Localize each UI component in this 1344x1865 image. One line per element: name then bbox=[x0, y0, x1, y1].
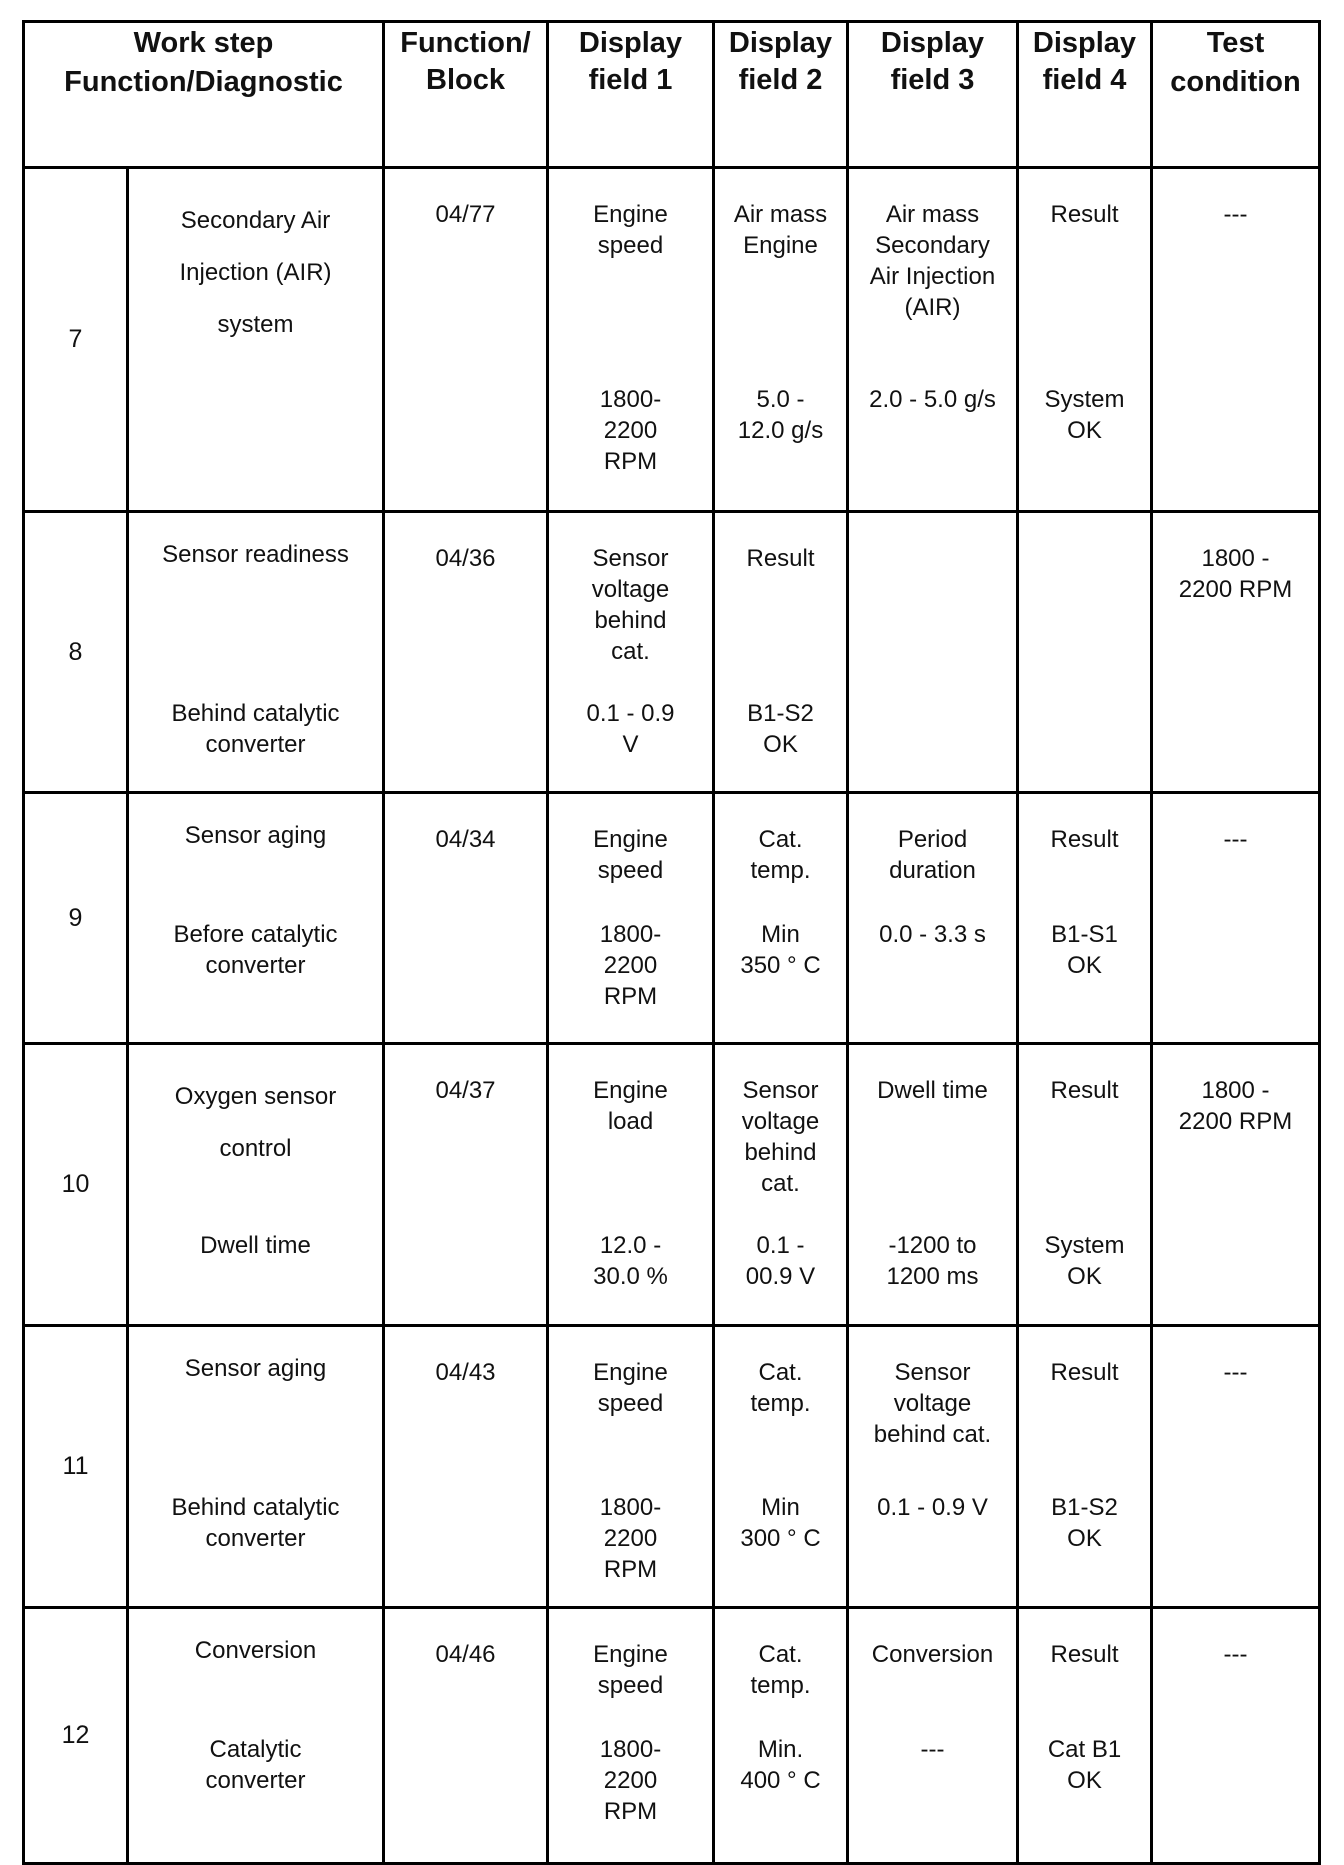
cell-line: RPM bbox=[603, 1798, 658, 1825]
field-label bbox=[849, 794, 1016, 886]
cell-line: 0.1 - bbox=[756, 1232, 805, 1259]
cell-line: --- bbox=[1223, 201, 1248, 228]
cell-line: 1800- bbox=[599, 386, 662, 413]
function-block-cell: 04/77 bbox=[384, 168, 548, 512]
display-field-1-cell bbox=[548, 1326, 714, 1608]
field-value bbox=[1019, 1230, 1150, 1292]
display-field-3-cell bbox=[848, 1608, 1018, 1864]
cell-line: B1-S1 bbox=[1051, 921, 1118, 948]
cell-line: Secondary bbox=[875, 232, 990, 259]
cell-line: 2.0 - 5.0 g/s bbox=[869, 386, 996, 413]
field-value bbox=[1019, 919, 1150, 981]
cell-line: Period bbox=[897, 826, 968, 853]
display-field-1-cell bbox=[548, 793, 714, 1044]
cell-line: converter bbox=[205, 1525, 306, 1552]
function-diagnostic-cell bbox=[128, 168, 384, 512]
cell-line: Engine bbox=[593, 1359, 668, 1386]
cell-line: behind bbox=[594, 607, 667, 634]
cell-line: System bbox=[1044, 1232, 1125, 1259]
field-label bbox=[715, 1327, 846, 1419]
cell-line: 12.0 - bbox=[599, 1232, 662, 1259]
display-field-2-cell bbox=[714, 512, 848, 793]
work-step-number: 7 bbox=[24, 168, 128, 512]
cell-line: OK bbox=[1067, 1263, 1102, 1290]
table-row bbox=[24, 1044, 1320, 1326]
cell-line: 1800- bbox=[599, 1494, 662, 1521]
header-text: condition bbox=[1170, 66, 1301, 98]
cell-line: Sensor bbox=[742, 1077, 819, 1104]
cell-line: 0.1 - 0.9 bbox=[586, 700, 675, 727]
display-field-3-cell bbox=[848, 1044, 1018, 1326]
cell-line: 1800 - bbox=[1201, 545, 1270, 572]
function-diagnostic-cell bbox=[128, 1326, 384, 1608]
header-text: field 2 bbox=[738, 64, 823, 96]
field-value bbox=[549, 1492, 712, 1585]
header-test-condition bbox=[1152, 22, 1320, 168]
cell-line: 12.0 g/s bbox=[737, 417, 824, 444]
cell-line: 350 ° C bbox=[740, 952, 821, 979]
cell-line: cat. bbox=[611, 638, 650, 665]
function-bottom bbox=[129, 1492, 382, 1554]
cell-line: Min. bbox=[757, 1736, 804, 1763]
cell-line: B1-S2 bbox=[747, 700, 814, 727]
field-value bbox=[1019, 1734, 1150, 1796]
field-label bbox=[849, 1045, 1016, 1106]
cell-line: 0.0 - 3.3 s bbox=[879, 921, 986, 948]
cell-line: Oxygen sensor bbox=[174, 1083, 337, 1110]
field-value bbox=[849, 919, 1016, 950]
diagnostic-table bbox=[22, 20, 1321, 1865]
table-row bbox=[24, 1608, 1320, 1864]
cell-line: Sensor bbox=[894, 1359, 971, 1386]
cell-line: 2200 bbox=[603, 1767, 658, 1794]
cell-line: Sensor bbox=[592, 545, 669, 572]
cell-line: Sensor aging bbox=[184, 822, 327, 849]
function-bottom bbox=[129, 1230, 382, 1261]
field-value bbox=[849, 1734, 1016, 1765]
field-label bbox=[549, 1609, 712, 1701]
header-display-field-4 bbox=[1018, 22, 1152, 168]
field-label bbox=[1019, 1609, 1150, 1670]
field-value bbox=[849, 384, 1016, 415]
test-condition-cell bbox=[1152, 1608, 1320, 1864]
cell-line: Min bbox=[761, 921, 800, 948]
field-value bbox=[715, 1492, 846, 1554]
display-field-3-cell bbox=[848, 168, 1018, 512]
header-text: field 1 bbox=[588, 64, 673, 96]
display-field-4-cell bbox=[1018, 1608, 1152, 1864]
cell-line: 1800 - bbox=[1201, 1077, 1270, 1104]
field-value bbox=[549, 1230, 712, 1292]
function-top bbox=[129, 1045, 382, 1175]
table-row bbox=[24, 512, 1320, 793]
cell-line: Result bbox=[746, 545, 815, 572]
cell-line: temp. bbox=[750, 1672, 811, 1699]
table-row bbox=[24, 1326, 1320, 1608]
header-text: Display bbox=[880, 27, 985, 59]
field-value bbox=[1019, 384, 1150, 446]
cell-line: Sensor aging bbox=[184, 1355, 327, 1382]
cell-line: Dwell time bbox=[877, 1077, 988, 1104]
cell-line: 5.0 - bbox=[756, 386, 805, 413]
cell-line: Air mass bbox=[733, 201, 828, 228]
cell-line: Engine bbox=[593, 826, 668, 853]
field-value bbox=[549, 1734, 712, 1827]
header-display-field-2 bbox=[714, 22, 848, 168]
cell-line: 0.1 - 0.9 V bbox=[877, 1494, 988, 1521]
function-bottom bbox=[129, 698, 382, 760]
header-text: field 4 bbox=[1042, 64, 1127, 96]
cell-line: load bbox=[607, 1108, 654, 1135]
function-top bbox=[129, 794, 382, 851]
cell-line: voltage bbox=[591, 576, 670, 603]
field-value bbox=[715, 1230, 846, 1292]
header-function-block bbox=[384, 22, 548, 168]
cell-line: --- bbox=[920, 1736, 945, 1763]
cell-line: Cat B1 bbox=[1047, 1736, 1122, 1763]
cell-line: RPM bbox=[603, 1556, 658, 1583]
display-field-3-cell bbox=[848, 1326, 1018, 1608]
field-label bbox=[549, 513, 712, 667]
test-condition-cell bbox=[1152, 1044, 1320, 1326]
display-field-1-cell bbox=[548, 1608, 714, 1864]
cell-line: converter bbox=[205, 1767, 306, 1794]
cell-line: Secondary Air bbox=[180, 207, 331, 234]
field-label bbox=[715, 513, 846, 574]
cell-line: 1800- bbox=[599, 921, 662, 948]
field-value bbox=[849, 1230, 1016, 1292]
header-text: Function/ bbox=[400, 27, 531, 59]
cell-line: Air Injection bbox=[869, 263, 996, 290]
test-condition-cell bbox=[1152, 1326, 1320, 1608]
header-display-field-1 bbox=[548, 22, 714, 168]
display-field-4-cell bbox=[1018, 793, 1152, 1044]
cell-line: converter bbox=[205, 952, 306, 979]
field-label bbox=[849, 1609, 1016, 1670]
cell-line: --- bbox=[1223, 1641, 1248, 1668]
cell-line: temp. bbox=[750, 857, 811, 884]
function-diagnostic-cell bbox=[128, 793, 384, 1044]
cell-line: voltage bbox=[741, 1108, 820, 1135]
cell-line: --- bbox=[1223, 826, 1248, 853]
cell-line: Air mass bbox=[885, 201, 980, 228]
field-value bbox=[849, 1492, 1016, 1523]
cell-line: Result bbox=[1050, 1359, 1119, 1386]
field-value bbox=[715, 384, 846, 446]
field-label bbox=[549, 169, 712, 261]
work-step-number: 12 bbox=[24, 1608, 128, 1864]
cell-line: voltage bbox=[893, 1390, 972, 1417]
cell-line: speed bbox=[597, 857, 664, 884]
field-label bbox=[1019, 169, 1150, 230]
cell-line: cat. bbox=[761, 1170, 800, 1197]
test-condition-cell bbox=[1152, 512, 1320, 793]
display-field-2-cell bbox=[714, 1326, 848, 1608]
cell-line: 400 ° C bbox=[740, 1767, 821, 1794]
function-top bbox=[129, 169, 382, 351]
field-value bbox=[715, 1734, 846, 1796]
cell-line: Sensor readiness bbox=[162, 541, 349, 568]
field-label bbox=[549, 1045, 712, 1137]
field-value bbox=[549, 919, 712, 1012]
cell-line: Behind catalytic bbox=[171, 700, 340, 727]
display-field-4-cell bbox=[1018, 512, 1152, 793]
field-label bbox=[1019, 1045, 1150, 1106]
test-condition-cell bbox=[1152, 168, 1320, 512]
cell-line: OK bbox=[763, 731, 798, 758]
cell-line: Engine bbox=[593, 1641, 668, 1668]
work-step-number: 10 bbox=[24, 1044, 128, 1326]
header-function-diagnostic-label: Function/Diagnostic bbox=[64, 66, 343, 98]
cell-line: Result bbox=[1050, 1641, 1119, 1668]
field-label bbox=[1019, 794, 1150, 855]
cell-line: OK bbox=[1067, 417, 1102, 444]
function-block-cell: 04/43 bbox=[384, 1326, 548, 1608]
cell-line: Cat. bbox=[758, 826, 803, 853]
cell-line: OK bbox=[1067, 952, 1102, 979]
cell-line: 2200 RPM bbox=[1178, 1108, 1293, 1135]
display-field-2-cell bbox=[714, 1044, 848, 1326]
cell-line: temp. bbox=[750, 1390, 811, 1417]
table-row bbox=[24, 793, 1320, 1044]
display-field-3-cell bbox=[848, 512, 1018, 793]
cell-line: (AIR) bbox=[904, 294, 961, 321]
cell-line: Cat. bbox=[758, 1641, 803, 1668]
field-label bbox=[1019, 1327, 1150, 1388]
cell-line: RPM bbox=[603, 983, 658, 1010]
field-label bbox=[715, 1045, 846, 1199]
function-block-cell: 04/36 bbox=[384, 512, 548, 793]
field-label bbox=[1019, 513, 1150, 543]
cell-line: Behind catalytic bbox=[171, 1494, 340, 1521]
field-label bbox=[715, 1609, 846, 1701]
cell-line: Before catalytic bbox=[173, 921, 338, 948]
cell-line: speed bbox=[597, 232, 664, 259]
header-work-step bbox=[24, 22, 384, 168]
display-field-1-cell bbox=[548, 168, 714, 512]
field-value bbox=[549, 698, 712, 760]
cell-line: Conversion bbox=[194, 1637, 317, 1664]
cell-line: Engine bbox=[593, 201, 668, 228]
cell-line: behind bbox=[744, 1139, 817, 1166]
function-bottom bbox=[129, 1734, 382, 1796]
cell-line: speed bbox=[597, 1390, 664, 1417]
cell-line: Result bbox=[1050, 1077, 1119, 1104]
cell-line: 2200 RPM bbox=[1178, 576, 1293, 603]
cell-line: Engine bbox=[743, 232, 818, 259]
function-block-cell: 04/37 bbox=[384, 1044, 548, 1326]
cell-line: OK bbox=[1067, 1767, 1102, 1794]
function-diagnostic-cell bbox=[128, 1044, 384, 1326]
field-label bbox=[715, 794, 846, 886]
cell-line: 1800- bbox=[599, 1736, 662, 1763]
cell-line: --- bbox=[1223, 1359, 1248, 1386]
cell-line: 2200 bbox=[603, 952, 658, 979]
cell-line: 00.9 V bbox=[745, 1263, 816, 1290]
display-field-4-cell bbox=[1018, 1044, 1152, 1326]
display-field-2-cell bbox=[714, 793, 848, 1044]
field-label bbox=[849, 513, 1016, 543]
display-field-3-cell bbox=[848, 793, 1018, 1044]
display-field-1-cell bbox=[548, 512, 714, 793]
header-text: Test bbox=[1206, 27, 1265, 59]
test-condition-cell bbox=[1152, 793, 1320, 1044]
cell-line: 300 ° C bbox=[740, 1525, 821, 1552]
display-field-2-cell bbox=[714, 168, 848, 512]
cell-line: speed bbox=[597, 1672, 664, 1699]
cell-line: B1-S2 bbox=[1051, 1494, 1118, 1521]
function-diagnostic-cell bbox=[128, 1608, 384, 1864]
cell-line: control bbox=[219, 1135, 292, 1162]
cell-line: 1200 ms bbox=[886, 1263, 979, 1290]
work-step-number: 8 bbox=[24, 512, 128, 793]
function-diagnostic-cell bbox=[128, 512, 384, 793]
cell-line: Dwell time bbox=[200, 1232, 311, 1259]
cell-line: RPM bbox=[603, 448, 658, 475]
header-row bbox=[24, 22, 1320, 168]
function-top bbox=[129, 1609, 382, 1666]
header-work-step-label: Work step bbox=[133, 27, 274, 59]
display-field-4-cell bbox=[1018, 168, 1152, 512]
cell-line: V bbox=[622, 731, 639, 758]
cell-line: OK bbox=[1067, 1525, 1102, 1552]
cell-line: 30.0 % bbox=[593, 1263, 668, 1290]
display-field-2-cell bbox=[714, 1608, 848, 1864]
field-value bbox=[715, 919, 846, 981]
field-value bbox=[715, 698, 846, 760]
function-top bbox=[129, 513, 382, 570]
cell-line: -1200 to bbox=[888, 1232, 977, 1259]
work-step-number: 9 bbox=[24, 793, 128, 1044]
function-top bbox=[129, 1327, 382, 1384]
field-label bbox=[549, 1327, 712, 1419]
cell-line: 2200 bbox=[603, 1525, 658, 1552]
field-label bbox=[849, 1327, 1016, 1450]
cell-line: System bbox=[1044, 386, 1125, 413]
header-text: Display bbox=[1032, 27, 1137, 59]
field-label bbox=[549, 794, 712, 886]
cell-line: Conversion bbox=[871, 1641, 994, 1668]
display-field-4-cell bbox=[1018, 1326, 1152, 1608]
table-row bbox=[24, 168, 1320, 512]
display-field-1-cell bbox=[548, 1044, 714, 1326]
cell-line: Result bbox=[1050, 826, 1119, 853]
cell-line: converter bbox=[205, 731, 306, 758]
function-bottom bbox=[129, 919, 382, 981]
cell-line: Engine bbox=[593, 1077, 668, 1104]
header-text: Display bbox=[728, 27, 833, 59]
cell-line: system bbox=[217, 311, 294, 338]
function-block-cell: 04/34 bbox=[384, 793, 548, 1044]
field-value bbox=[1019, 1492, 1150, 1554]
header-text: field 3 bbox=[890, 64, 975, 96]
work-step-number: 11 bbox=[24, 1326, 128, 1608]
header-display-field-3 bbox=[848, 22, 1018, 168]
cell-line: 2200 bbox=[603, 417, 658, 444]
field-label bbox=[715, 169, 846, 261]
cell-line: Min bbox=[761, 1494, 800, 1521]
cell-line: behind cat. bbox=[873, 1421, 992, 1448]
cell-line: Cat. bbox=[758, 1359, 803, 1386]
header-text: Display bbox=[578, 27, 683, 59]
cell-line: Result bbox=[1050, 201, 1119, 228]
header-text: Block bbox=[426, 64, 505, 96]
cell-line: Catalytic bbox=[209, 1736, 302, 1763]
cell-line: Injection (AIR) bbox=[179, 259, 332, 286]
cell-line: duration bbox=[889, 857, 976, 884]
field-label bbox=[849, 169, 1016, 323]
field-value bbox=[549, 384, 712, 477]
function-block-cell: 04/46 bbox=[384, 1608, 548, 1864]
